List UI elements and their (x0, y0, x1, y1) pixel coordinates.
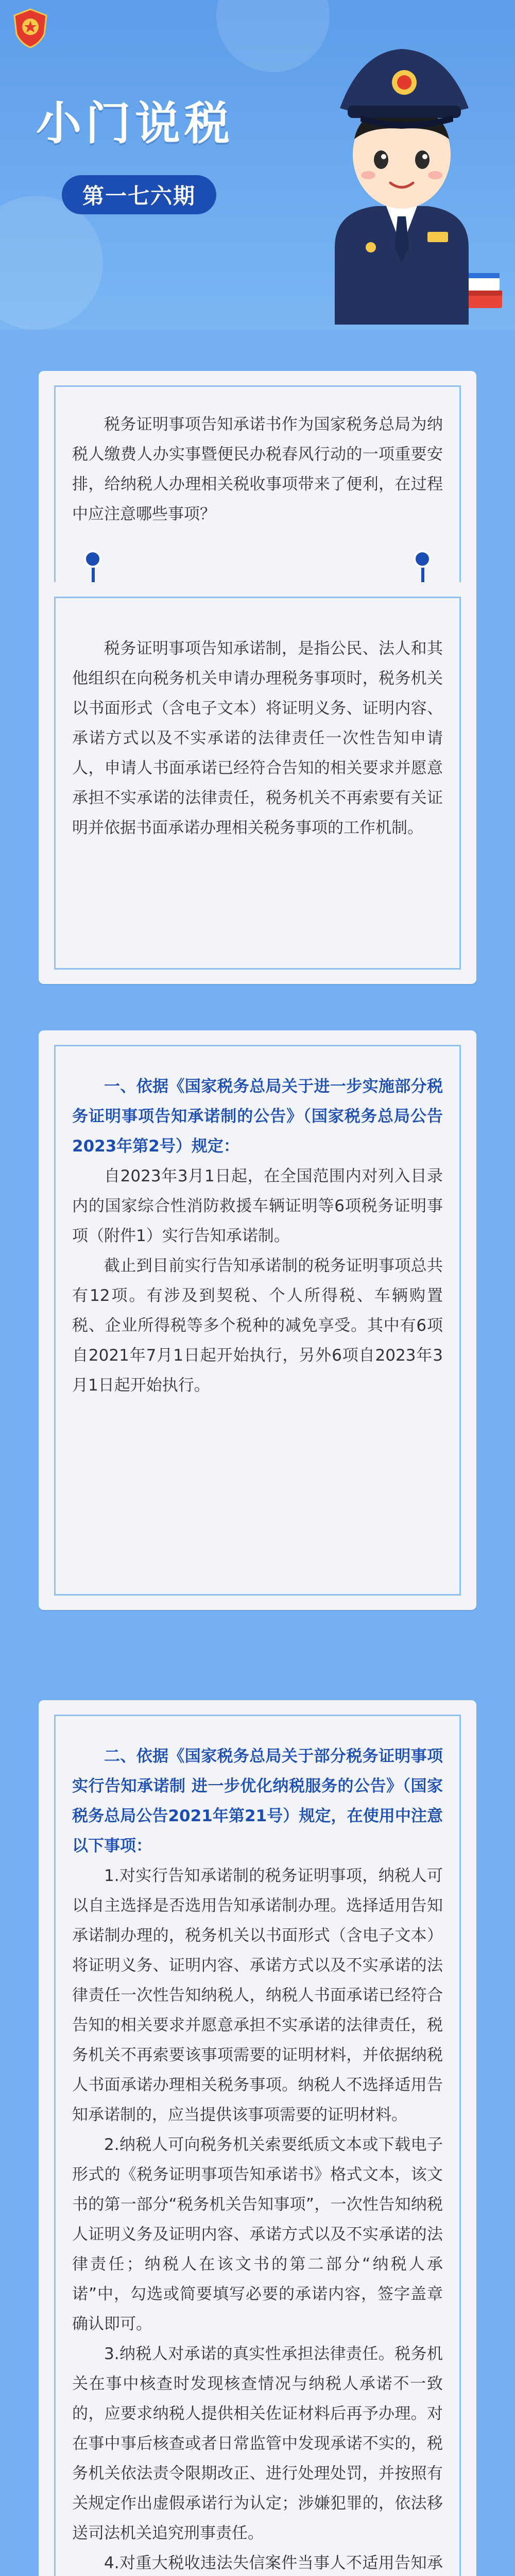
header-banner (0, 0, 515, 330)
definition-text: 税务证明事项告知承诺制，是指公民、法人和其他组织在向税务机关申请办理税务事项时，税务机关以书面形式（含电子文本）将证明义务、证明内容、承诺方式以及不实承诺的法律责任一次性告知申请人，申请人书面承诺已经符合告知的相关要求并愿意承担不实承诺的法律责任，税务机关不再索要有关证明并依据书面承诺办理相关税务事项的工作机制。 (72, 639, 443, 837)
section-one-paragraph: 截止到目前实行告知承诺制的税务证明事项总共有12项。有涉及到契税、个人所得税、车辆购置税、企业所得税等多个税种的减免享受。其中有6项自2021年7月1日起开始执行，另外6项自2023年3月1日起开始执行。 (72, 1257, 443, 1395)
connector-dot (84, 550, 101, 568)
section-one-panel (39, 1030, 476, 1610)
connector-dot (414, 550, 431, 568)
section-two-item: 2.纳税人可向税务机关索要纸质文本或下载电子形式的《税务证明事项告知承诺书》格式文本，该文书的第一部分“税务机关告知事项”，一次性告知纳税人证明义务及证明内容、承诺方式以及不实承诺的法律责任；纳税人在该文书的第二部分“纳税人承诺”中，勾选或简要填写必要的承诺内容，签字盖章确认即可。 (72, 2136, 443, 2333)
intro-panel (39, 371, 476, 603)
section-one-paragraph: 自2023年3月1日起，在全国范围内对列入目录内的国家综合性消防救援车辆证明等6项税务证明事项（附件1）实行告知承诺制。 (72, 1167, 443, 1245)
decor-circle (0, 196, 103, 330)
section-one-heading: 一、依据《国家税务总局关于进一步实施部分税务证明事项告知承诺制的公告》（国家税务总局公告2023年第2号）规定： (72, 1077, 443, 1156)
tax-emblem-icon (11, 7, 49, 49)
issue-badge: 第一七六期 (62, 175, 216, 214)
page-title: 小门说税 (36, 97, 234, 150)
section-two-panel (39, 1700, 476, 2576)
definition-panel (39, 582, 476, 984)
section-two-item: 4.对重大税收违法失信案件当事人不适用告知承 (104, 2554, 443, 2572)
section-two-heading: 二、依据《国家税务总局关于部分税务证明事项实行告知承诺制 进一步优化纳税服务的公告》（国家税务总局公告2021年第21号）规定，在使用中注意以下事项： (72, 1747, 443, 1855)
officer-mascot-icon (299, 5, 505, 325)
intro-text: 税务证明事项告知承诺书作为国家税务总局为纳税人缴费人办实事暨便民办税春风行动的一项重要安排，给纳税人办理相关税收事项带来了便利，在过程中应注意哪些事项？ (72, 415, 443, 523)
section-two-item: 3.纳税人对承诺的真实性承担法律责任。税务机关在事中核查时发现核查情况与纳税人承诺不一致的，应要求纳税人提供相关佐证材料后再予办理。对在事中事后核查或者日常监管中发现承诺不实的，税务机关依法责令限期改正、进行处理处罚，并按照有关规定作出虚假承诺行为认定；涉嫌犯罪的，依法移送司法机关追究刑事责任。 (72, 2345, 443, 2543)
section-two-item: 1.对实行告知承诺制的税务证明事项，纳税人可以自主选择是否选用告知承诺制办理。选择适用告知承诺制办理的，税务机关以书面形式（含电子文本）将证明义务、证明内容、承诺方式以及不实承诺的法律责任一次性告知纳税人，纳税人书面承诺已经符合告知的相关要求并愿意承担不实承诺的法律责任，税务机关不再索要该事项需要的证明材料，并依据纳税人书面承诺办理相关税务事项。纳税人不选择适用告知承诺制的，应当提供该事项需要的证明材料。 (72, 1867, 443, 2124)
